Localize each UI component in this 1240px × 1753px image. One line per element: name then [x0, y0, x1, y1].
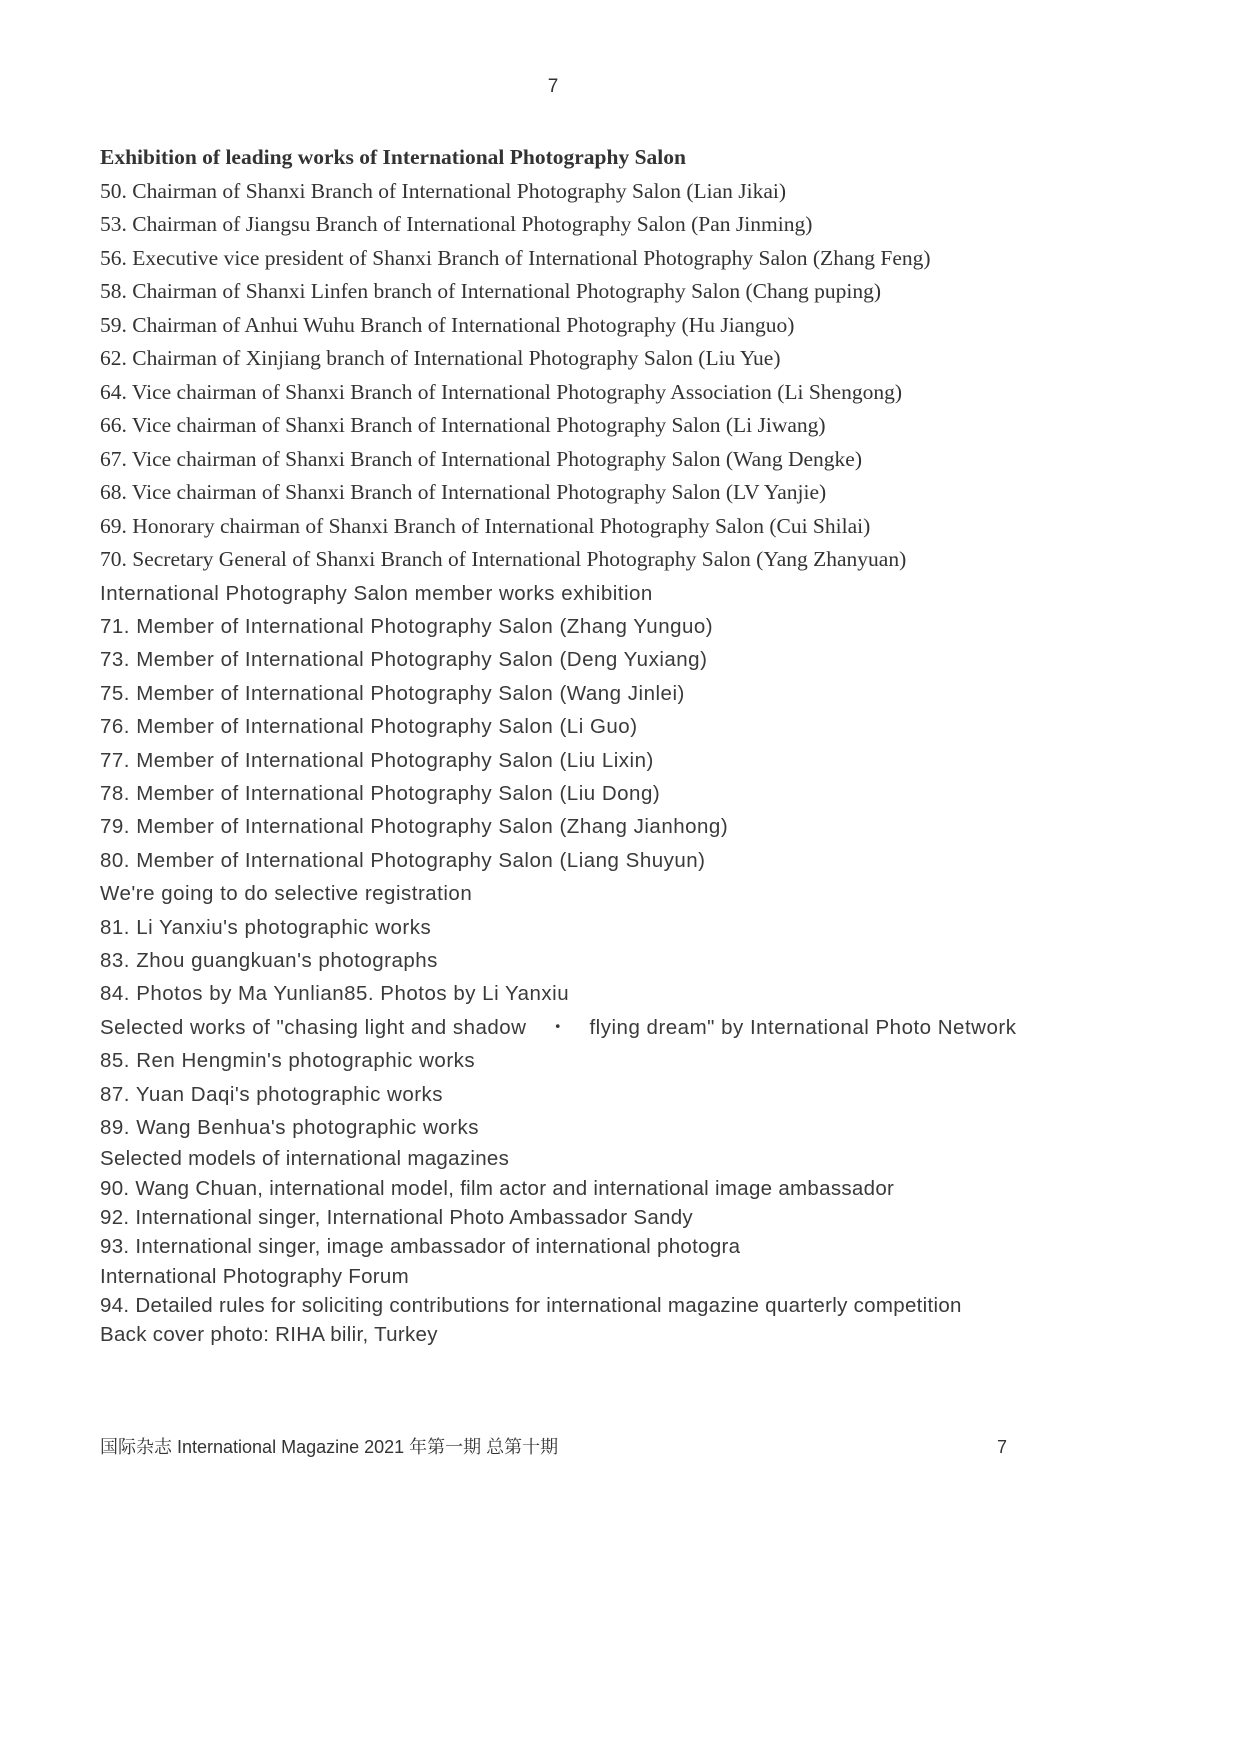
- section-items: [100, 1291, 1150, 1350]
- section-heading: Selected works of "chasing light and shadow ・ flying dream" by International Photo Network: [100, 1015, 1017, 1039]
- list-item: 89. Wang Benhua's photographic works: [100, 1116, 479, 1139]
- list-item: 93. International singer, image ambassador of international photogra: [100, 1235, 741, 1259]
- list-item: 58. Chairman of Shanxi Linfen branch of International Photography Salon (Chang puping): [100, 279, 882, 303]
- section-heading: Exhibition of leading works of International Photography Salon: [100, 145, 686, 169]
- list-item: 53. Chairman of Jiangsu Branch of International Photography Salon (Pan Jinming): [100, 212, 813, 236]
- section-member-works: [100, 577, 1150, 878]
- list-item: 62. Chairman of Xinjiang branch of International Photography Salon (Liu Yue): [100, 346, 781, 370]
- list-item: 50. Chairman of Shanxi Branch of International Photography Salon (Lian Jikai): [100, 178, 787, 203]
- list-item: 67. Vice chairman of Shanxi Branch of International Photography Salon (Wang Dengke): [100, 446, 863, 471]
- list-item: 90. Wang Chuan, international model, film actor and international image ambassador: [100, 1176, 895, 1200]
- list-item: 80. Member of International Photography Salon (Liang Shuyun): [100, 848, 706, 872]
- list-item: 83. Zhou guangkuan's photographs: [100, 948, 438, 972]
- section-leading-works: [100, 141, 1150, 577]
- list-item: 56. Executive vice president of Shanxi Branch of International Photography Salon (Zhang Feng): [100, 245, 931, 270]
- footer-page-number: 7: [996, 1437, 1007, 1457]
- header-page-number: 7: [547, 76, 559, 97]
- page-content: [100, 141, 1150, 1349]
- footer-magazine-info: 国际杂志 International Magazine 2021 年第一期 总第十期: [100, 1437, 559, 1457]
- section-selective-registration: [100, 877, 1150, 1011]
- list-item: 77. Member of International Photography Salon (Liu Lixin): [100, 748, 654, 772]
- section-items: [100, 911, 1150, 1011]
- list-item: 71. Member of International Photography Salon (Zhang Yunguo): [100, 614, 714, 638]
- list-item: 79. Member of International Photography Salon (Zhang Jianhong): [100, 815, 729, 839]
- page-footer: [100, 1433, 1007, 1459]
- section-heading: Selected models of international magazines: [100, 1147, 510, 1171]
- list-item: 84. Photos by Ma Yunlian85. Photos by Li Yanxiu: [100, 982, 570, 1006]
- list-item: Back cover photo: RIHA bilir, Turkey: [100, 1323, 438, 1347]
- section-forum: [100, 1262, 1150, 1350]
- section-items: [100, 1044, 1150, 1144]
- list-item: 92. International singer, International Photo Ambassador Sandy: [100, 1206, 693, 1229]
- list-item: 64. Vice chairman of Shanxi Branch of International Photography Association (Li Shengong): [100, 379, 902, 404]
- list-item: 81. Li Yanxiu's photographic works: [100, 915, 432, 939]
- list-item: 75. Member of International Photography Salon (Wang Jinlei): [100, 681, 685, 705]
- list-item: 73. Member of International Photography Salon (Deng Yuxiang): [100, 648, 708, 672]
- list-item: 85. Ren Hengmin's photographic works: [100, 1049, 476, 1073]
- list-item: 68. Vice chairman of Shanxi Branch of International Photography Salon (LV Yanjie): [100, 480, 827, 504]
- section-models: [100, 1144, 1150, 1261]
- section-items: [100, 1174, 1150, 1262]
- list-item: 59. Chairman of Anhui Wuhu Branch of International Photography (Hu Jianguo): [100, 312, 795, 337]
- section-heading: International Photography Salon member works exhibition: [100, 581, 653, 605]
- list-item: 76. Member of International Photography Salon (Li Guo): [100, 715, 638, 739]
- section-items: [100, 610, 1150, 877]
- section-heading: We're going to do selective registration: [100, 882, 473, 906]
- section-chasing-light: [100, 1011, 1150, 1145]
- section-heading: International Photography Forum: [100, 1264, 410, 1288]
- list-item: 70. Secretary General of Shanxi Branch of International Photography Salon (Yang Zhanyuan): [100, 547, 907, 571]
- list-item: 69. Honorary chairman of Shanxi Branch of International Photography Salon (Cui Shilai): [100, 513, 871, 538]
- list-item: 78. Member of International Photography Salon (Liu Dong): [100, 781, 661, 805]
- section-items: [100, 175, 1150, 577]
- list-item: 94. Detailed rules for soliciting contributions for international magazine quarterly competition: [100, 1293, 962, 1317]
- list-item: 87. Yuan Daqi's photographic works: [100, 1082, 444, 1106]
- list-item: 66. Vice chairman of Shanxi Branch of International Photography Salon (Li Jiwang): [100, 413, 826, 437]
